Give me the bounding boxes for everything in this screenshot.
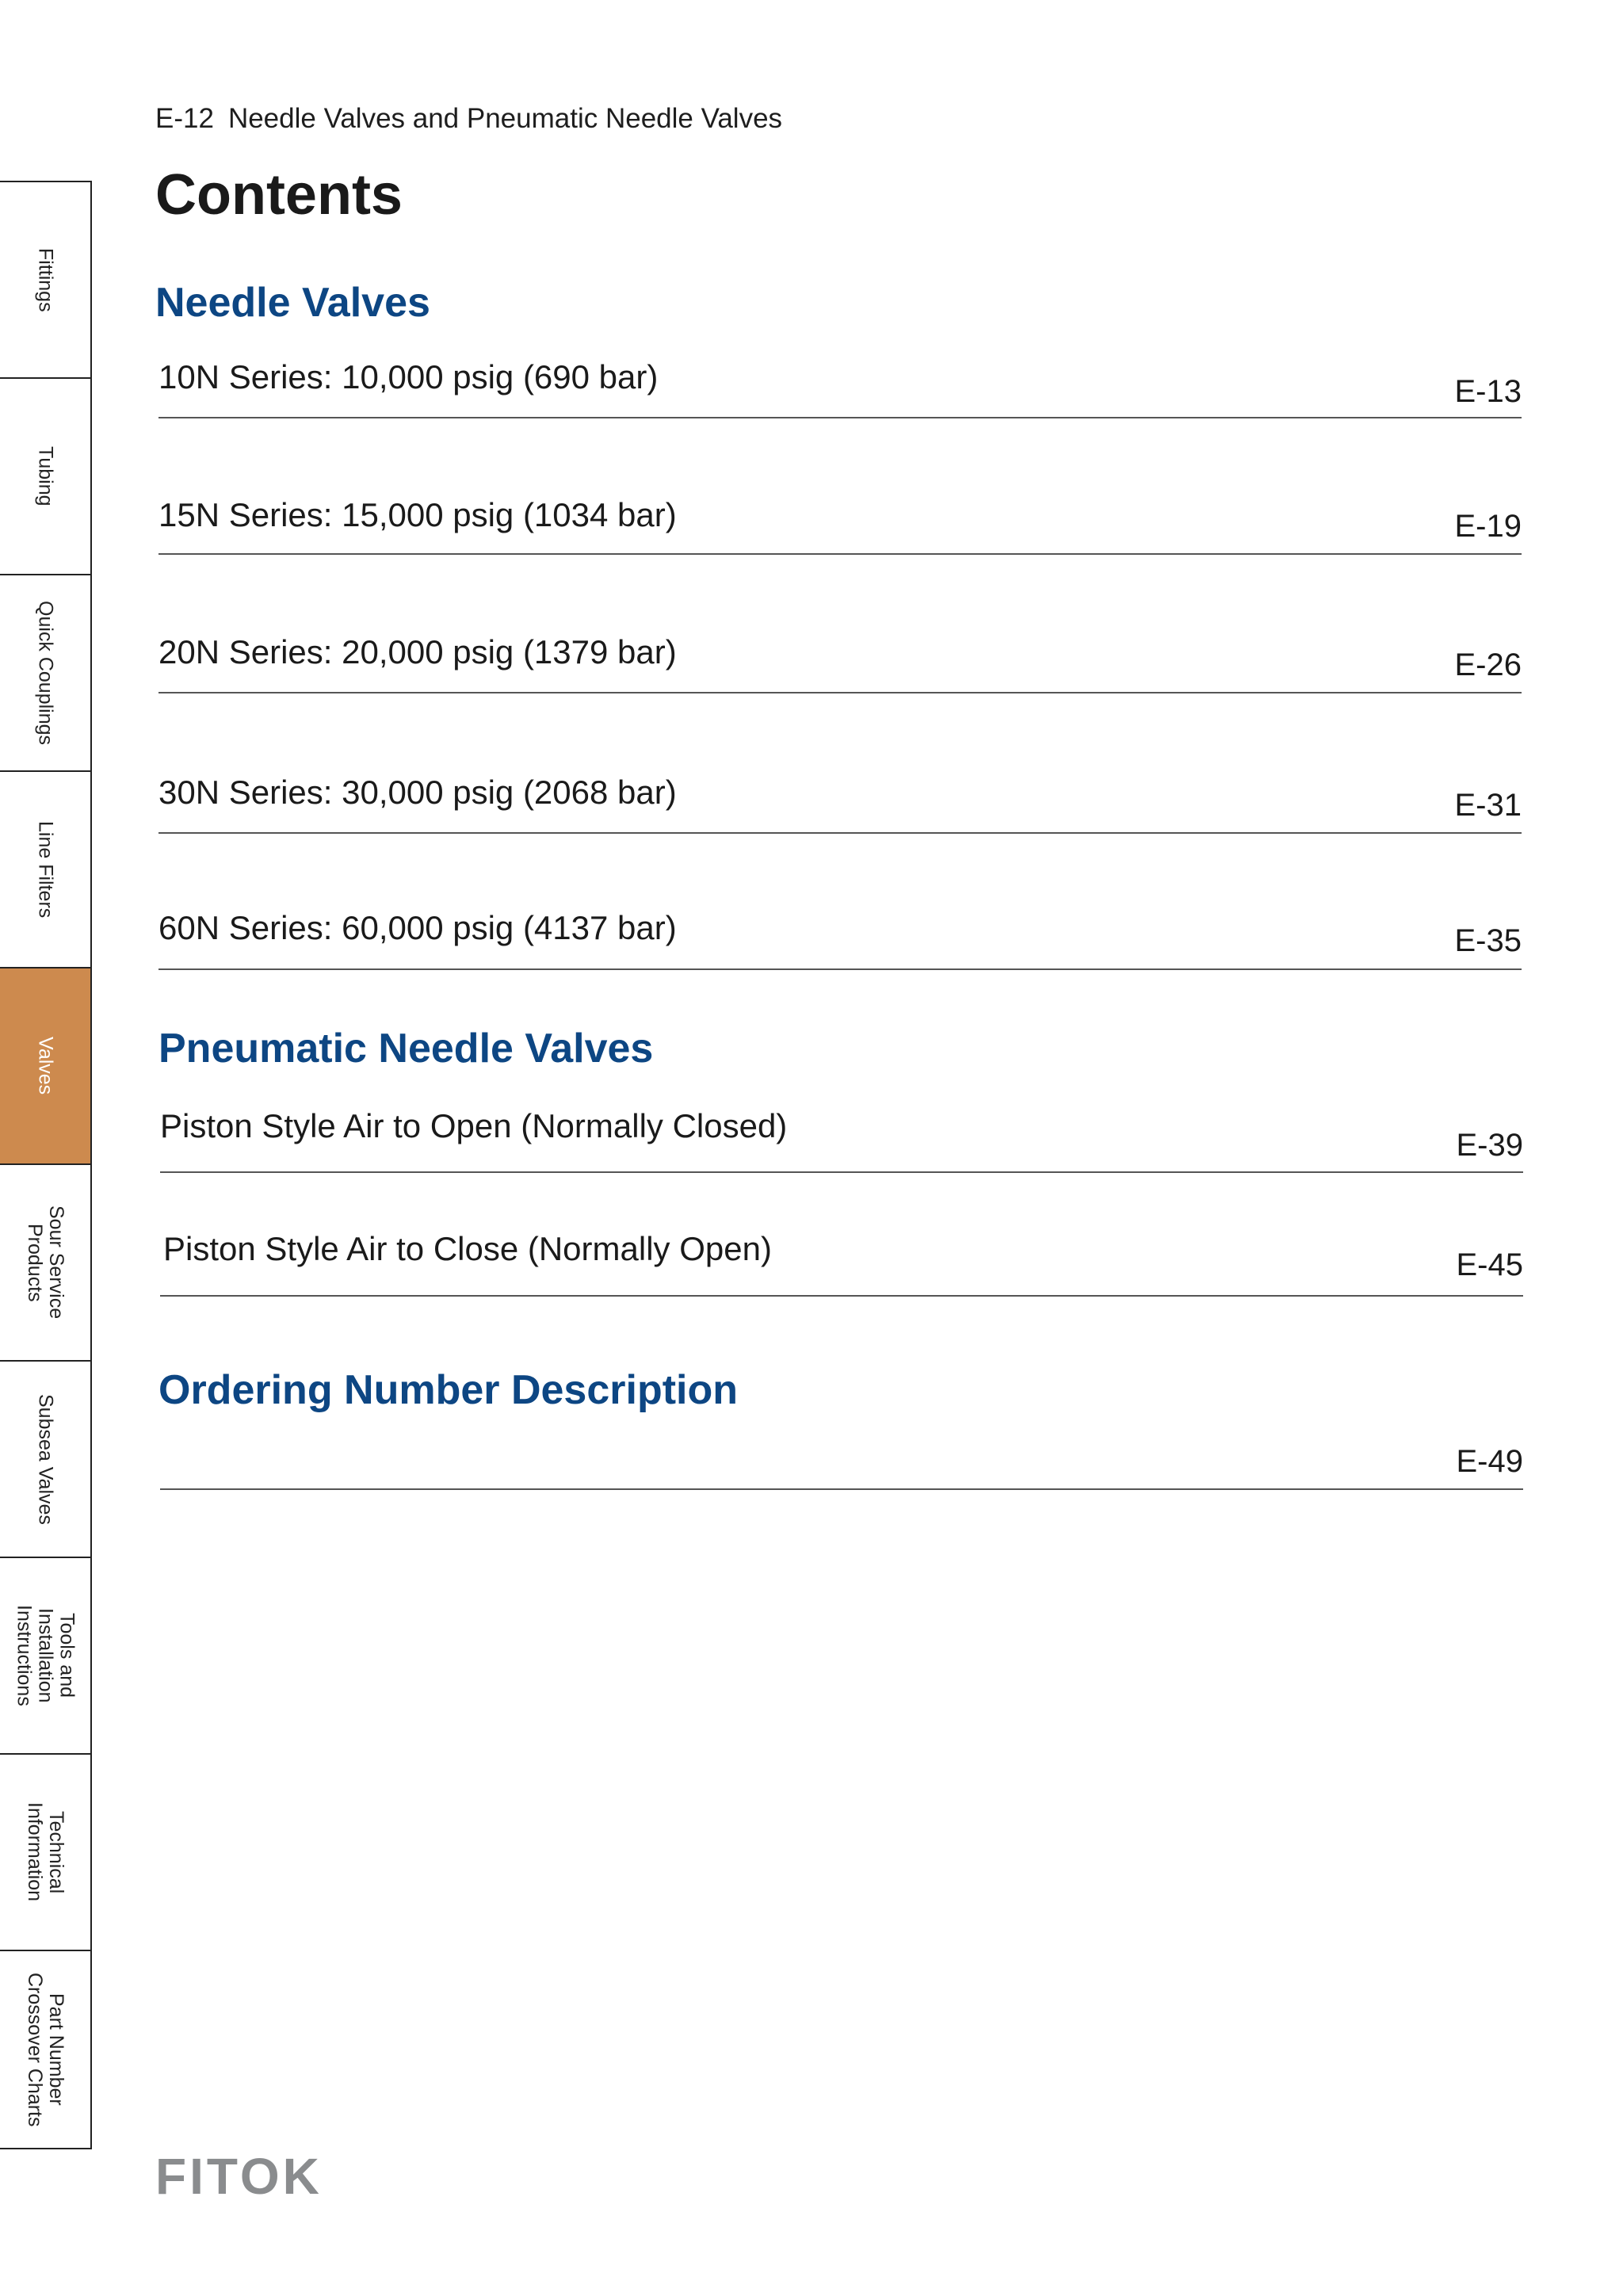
toc-entry-60n[interactable] — [158, 906, 1522, 970]
sidebar-tabs — [0, 181, 92, 2149]
sidebar-tab-label: Valves — [34, 1037, 57, 1095]
toc-entry-page: E-45 — [1456, 1247, 1523, 1282]
toc-entry-label: 30N Series: 30,000 psig (2068 bar) — [158, 774, 677, 811]
toc-entry-label: 60N Series: 60,000 psig (4137 bar) — [158, 909, 677, 946]
toc-entry-10n[interactable] — [158, 349, 1522, 418]
header-title: Needle Valves and Pneumatic Needle Valves — [227, 103, 783, 134]
fitok-logo-mark — [155, 2153, 353, 2200]
sidebar-tab-technical-information[interactable] — [0, 1755, 90, 1951]
toc-entry-page: E-13 — [1454, 374, 1522, 409]
toc-entry-20n[interactable] — [158, 630, 1522, 693]
sidebar-tab-label: Technical Information — [24, 1802, 67, 1902]
sidebar-tab-line-filters[interactable] — [0, 772, 90, 968]
sidebar-tab-sour-service-products[interactable] — [0, 1165, 90, 1362]
sidebar-tab-part-number-crossover[interactable] — [0, 1951, 90, 2148]
sidebar-tab-label: Fittings — [34, 247, 57, 312]
toc-entry-page: E-19 — [1454, 509, 1522, 544]
sidebar-tab-label: Line Filters — [34, 820, 57, 919]
toc-entry-air-to-open[interactable] — [160, 1106, 1523, 1173]
toc-entry-page: E-39 — [1456, 1128, 1523, 1163]
fitok-logo — [155, 2153, 353, 2204]
toc-entry-air-to-close[interactable] — [160, 1228, 1523, 1297]
toc-entry-ordering[interactable] — [160, 1427, 1523, 1490]
sidebar-tab-tubing[interactable] — [0, 379, 90, 575]
sidebar-tab-valves[interactable] — [0, 968, 90, 1165]
toc-entry-label: 20N Series: 20,000 psig (1379 bar) — [158, 633, 677, 670]
section-heading-ordering-number-description: Ordering Number Description — [158, 1367, 738, 1413]
sidebar-tab-label: Subsea Valves — [34, 1393, 57, 1525]
sidebar-tab-subsea-valves[interactable] — [0, 1362, 90, 1558]
toc-entry-page: E-26 — [1454, 648, 1522, 682]
toc-entry-30n[interactable] — [158, 770, 1522, 834]
sidebar-tab-quick-couplings[interactable] — [0, 575, 90, 772]
toc-entry-label: Piston Style Air to Open (Normally Closed) — [160, 1107, 788, 1144]
sidebar-tab-label: Part Number Crossover Charts — [24, 1972, 67, 2127]
page-title: Contents — [155, 163, 403, 227]
sidebar-tab-label: Sour Service Products — [24, 1205, 67, 1320]
section-heading-needle-valves: Needle Valves — [155, 280, 430, 326]
toc-entry-label: 10N Series: 10,000 psig (690 bar) — [158, 358, 659, 395]
toc-entry-label: 15N Series: 15,000 psig (1034 bar) — [158, 496, 677, 533]
logo-wordmark: FITOK — [155, 2153, 323, 2200]
sidebar-tab-label: Tools and Installation Instructions — [13, 1605, 78, 1706]
sidebar-tab-fittings[interactable] — [0, 182, 90, 379]
toc-entry-label: Piston Style Air to Close (Normally Open) — [163, 1230, 772, 1267]
page-code: E-12 — [155, 103, 214, 134]
sidebar-tab-tools-installation[interactable] — [0, 1558, 90, 1755]
sidebar-tab-label: Tubing — [34, 446, 57, 506]
toc-entry-page: E-35 — [1454, 923, 1522, 958]
sidebar-tab-label: Quick Couplings — [34, 600, 57, 746]
toc-entry-page: E-49 — [1456, 1444, 1523, 1479]
running-header — [155, 103, 782, 135]
toc-entry-page: E-31 — [1454, 788, 1522, 823]
section-heading-pneumatic-needle-valves: Pneumatic Needle Valves — [158, 1026, 654, 1072]
toc-entry-15n[interactable] — [158, 491, 1522, 555]
